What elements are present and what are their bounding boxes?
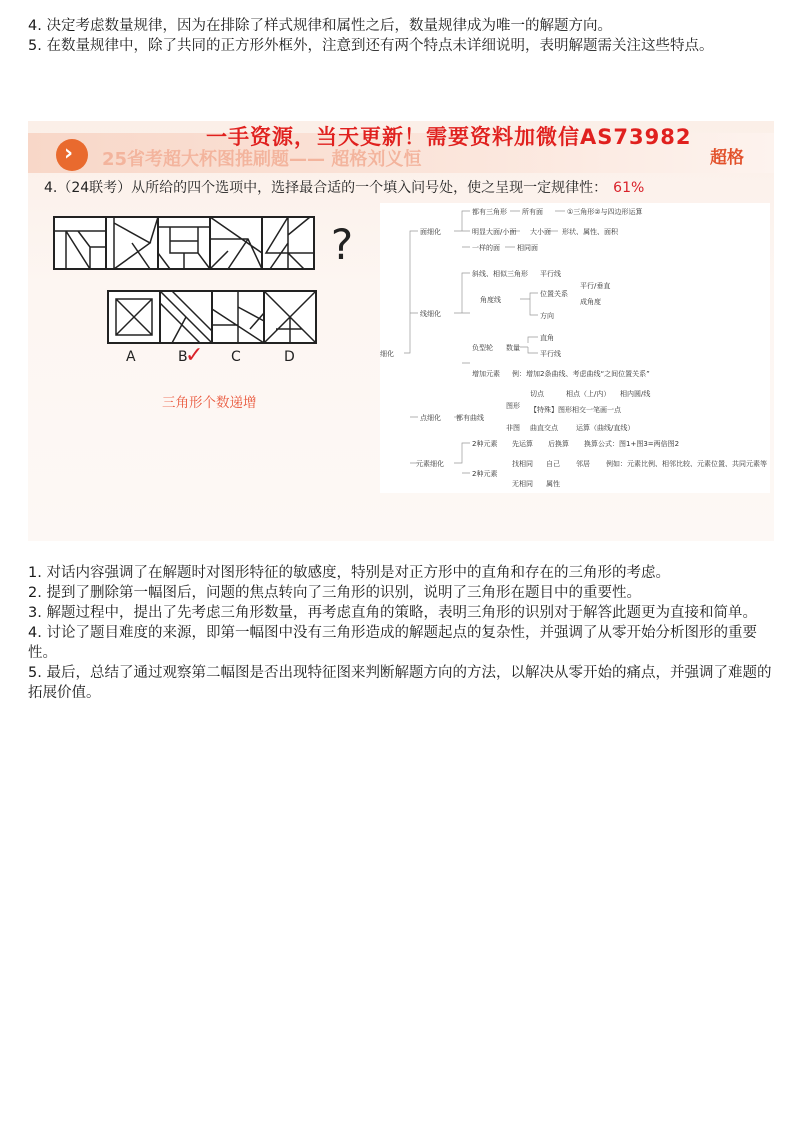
mindmap-node: 相内圆/线	[620, 390, 651, 398]
list-item: 5. 在数量规律中，除了共同的正方形外框外，注意到还有两个特点未详细说明，表明解题需关注这些特点。	[28, 38, 714, 54]
figure-1	[54, 217, 106, 269]
mindmap-node: 直角	[540, 334, 554, 342]
watermark-text: 一手资源，当天更新！需要资料加微信AS73982	[206, 125, 692, 149]
mindmap-node: 找相同	[512, 460, 533, 468]
mindmap-node: 斜线、相似三角形	[472, 270, 528, 278]
mindmap-node: 后换算	[548, 440, 569, 448]
mindmap-connectors	[380, 203, 770, 493]
mindmap-node: 非图	[506, 424, 520, 432]
mindmap	[380, 203, 770, 493]
mindmap-node: 平行线	[540, 350, 561, 358]
list-item: 1. 对话内容强调了在解题时对图形特征的敏感度，特别是对正方形中的直角和存在的三角形的考虑。	[28, 565, 670, 581]
mindmap-node: 相点（上/内）	[566, 390, 611, 398]
solution-hint: 三角形个数递增	[162, 395, 257, 411]
option-b-label: B	[178, 349, 188, 365]
question-mark: ?	[330, 220, 354, 269]
mindmap-node: 大小面	[530, 228, 551, 236]
mindmap-node: 都有三角形	[472, 208, 507, 216]
list-item: 5. 最后，总结了通过观察第二幅图是否出现特征图来判断解题方向的方法，以解决从零开始的痛点，并强调了难题的拓展价值。	[28, 665, 772, 701]
brand-logo: 超格	[710, 148, 744, 168]
mindmap-node: 线细化	[420, 310, 441, 318]
list-item: 2. 提到了删除第一幅图后，问题的焦点转向了三角形的识别，说明了三角形在题目中的重要性。	[28, 585, 641, 601]
mindmap-node: 点细化	[420, 414, 441, 422]
slide-subtitle: 25省考超大杯图推刷题—— 超格刘义恒	[102, 149, 422, 170]
question-figures	[52, 213, 372, 277]
option-d-label: D	[284, 349, 295, 365]
mindmap-node: 2种元素	[472, 440, 498, 448]
mindmap-node: 切点	[530, 390, 544, 398]
mindmap-node: 相同面	[517, 244, 538, 252]
mindmap-node: 例：增加2条曲线、考虑曲线“之间位置关系”	[512, 370, 650, 378]
mindmap-node: 明显大面/小面	[472, 228, 517, 236]
mindmap-node: 形状、属性、面积	[562, 228, 618, 236]
mindmap-node: 都有曲线	[456, 414, 484, 422]
mindmap-node: 例如：元素比例、相邻比较、元素位置、共同元素等	[606, 460, 767, 468]
option-figures	[106, 289, 318, 345]
chevron-right-icon: ›	[56, 139, 88, 171]
mindmap-node: 元素细化	[416, 460, 444, 468]
mindmap-node: 图形	[506, 402, 520, 410]
accuracy-percent: 61%	[613, 180, 645, 196]
mindmap-node: 所有面	[522, 208, 543, 216]
question-text	[44, 177, 644, 197]
mindmap-node: 运算（曲线/直线）	[576, 424, 635, 432]
option-c-label: C	[231, 349, 241, 365]
mindmap-node: 方向	[540, 312, 554, 320]
summary-list-top	[28, 16, 772, 56]
list-item: 4. 决定考虑数量规律，因为在排除了样式规律和属性之后，数量规律成为唯一的解题方向。	[28, 18, 612, 34]
mindmap-node: 位置关系	[540, 290, 568, 298]
mindmap-node: 无相同	[512, 480, 533, 488]
question-body: 4.（24联考）从所给的四个选项中，选择最合适的一个填入问号处，使之呈现一定规律性：	[44, 180, 608, 196]
mindmap-node: 属性	[546, 480, 560, 488]
mindmap-node: ①三角形②与四边形运算	[567, 208, 643, 216]
mindmap-node: 平行/垂直	[580, 282, 611, 290]
list-item: 3. 解题过程中，提出了先考虑三角形数量，再考虑直角的策略，表明三角形的识别对于解答此题更为直接和简单。	[28, 605, 757, 621]
lecture-slide-image	[28, 121, 774, 541]
mindmap-node: 换算公式：图1+图3=两倍图2	[584, 440, 680, 448]
mindmap-node: 角度线	[480, 296, 501, 304]
check-icon: ✓	[185, 343, 204, 368]
mindmap-node: 数量	[506, 344, 520, 352]
mindmap-node: 成角度	[580, 298, 601, 306]
mindmap-node: 自己	[546, 460, 560, 468]
mindmap-node: 曲直交点	[530, 424, 558, 432]
mindmap-node: 2种元素	[472, 470, 498, 478]
mindmap-node: 面细化	[420, 228, 441, 236]
mindmap-node: 先运算	[512, 440, 533, 448]
mindmap-root: 细化	[380, 350, 394, 358]
mindmap-node: 【特殊】图形相交一笔画一点	[530, 406, 621, 414]
option-a-label: A	[126, 349, 136, 365]
mindmap-node: 负型轮	[472, 344, 493, 352]
list-item: 4. 讨论了题目难度的来源，即第一幅图中没有三角形造成的解题起点的复杂性，并强调了从零开始分析图形的重要性。	[28, 625, 757, 661]
mindmap-node: 一样的面	[472, 244, 500, 252]
mindmap-node: 邻居	[576, 460, 590, 468]
mindmap-node: 平行线	[540, 270, 561, 278]
mindmap-node: 增加元素	[472, 370, 500, 378]
summary-list-bottom	[28, 563, 772, 703]
